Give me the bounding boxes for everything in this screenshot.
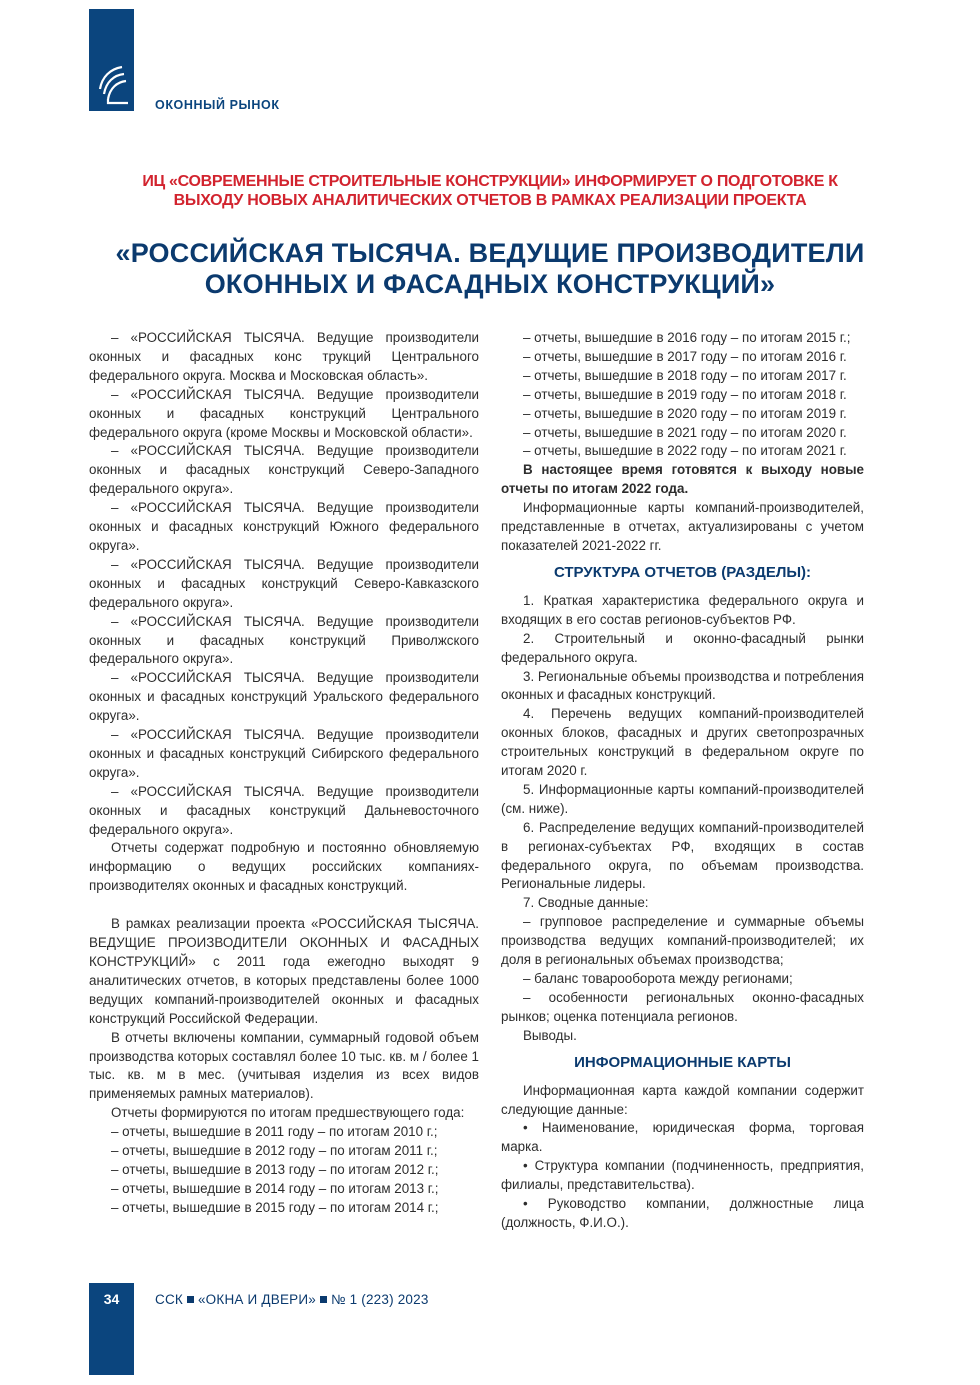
year-item: – отчеты, вышедшие в 2011 году – по итогам 2010 г.;	[111, 1124, 438, 1140]
cards-updated-paragraph: Информационные карты компаний-производителей, представленные в отчетах, актуализированы с учетом показателей 2021-2022 гг.	[501, 500, 864, 553]
article-subtitle	[100, 172, 880, 210]
year-item: – отчеты, вышедшие в 2020 году – по итогам 2019 г.	[523, 405, 847, 421]
structure-item: Выводы.	[523, 1027, 577, 1043]
structure-item: 7. Сводные данные:	[523, 895, 649, 911]
report-item: – «РОССИЙСКАЯ ТЫСЯЧА. Ведущие производители оконных и фасадных конс трукций Центрального федерального округа. Москва и Московская область».	[89, 330, 479, 383]
structure-item: – особенности региональных оконно-фасадных рынков; оценка потенциала регионов.	[501, 989, 864, 1024]
report-item: – «РОССИЙСКАЯ ТЫСЯЧА. Ведущие производители оконных и фасадных конструкций Центрального федерального округа (кроме Москвы и Московской области».	[89, 386, 479, 440]
footer-publisher: ССК	[155, 1292, 183, 1307]
formation-intro: Отчеты формируются по итогам предшествующего года:	[111, 1105, 465, 1121]
year-item: – отчеты, вышедшие в 2019 году – по итогам 2018 г.	[523, 386, 847, 402]
section-label: ОКОННЫЙ РЫНОК	[155, 98, 280, 112]
structure-item: 2. Строительный и оконно-фасадный рынки федерального округа.	[501, 630, 864, 665]
report-item: – «РОССИЙСКАЯ ТЫСЯЧА. Ведущие производители оконных и фасадных конструкций Дальневосточного федерального округа».	[89, 783, 479, 837]
year-item: – отчеты, вышедшие в 2022 году – по итогам 2021 г.	[523, 443, 847, 459]
structure-item: – баланс товарооборота между регионами;	[523, 971, 793, 986]
page-number: 34	[103, 1291, 120, 1307]
subtitle-line: ИЦ «СОВРЕМЕННЫЕ СТРОИТЕЛЬНЫЕ КОНСТРУКЦИИ» ИНФОРМИРУЕТ О ПОДГОТОВКЕ К	[142, 173, 838, 190]
year-item: – отчеты, вышедшие в 2018 году – по итогам 2017 г.	[523, 367, 847, 383]
year-item: – отчеты, вышедшие в 2012 году – по итогам 2011 г.;	[111, 1143, 438, 1159]
cards-item: • Наименование, юридическая форма, торговая марка.	[501, 1120, 864, 1155]
structure-item: 6. Распределение ведущих компаний-производителей в регионах-субъектах РФ, входящих в состав федерального округа, по объемам производства. Региональные лидеры.	[501, 819, 864, 892]
structure-item: 4. Перечень ведущих компаний-производителей оконных блоков, фасадных и других светопрозрачных строительных конструкций в федеральном округе по итогам 2020 г.	[501, 706, 864, 779]
year-item: – отчеты, вышедшие в 2016 году – по итогам 2015 г.;	[523, 330, 851, 345]
report-item: – «РОССИЙСКАЯ ТЫСЯЧА. Ведущие производители оконных и фасадных конструкций Северо-Западного федерального округа».	[89, 443, 479, 497]
structure-item: 1. Краткая характеристика федерального округа и входящих в его состав регионов-субъектов РФ.	[501, 592, 864, 627]
inclusion-paragraph: В отчеты включены компании, суммарный годовой объем производства которых составлял более 10 тыс. кв. м / более 1 тыс. кв. м в мес. (учитывая изделия из всех видов применяемых рамных материалов).	[89, 1029, 479, 1102]
square-bullet-icon	[187, 1296, 194, 1303]
window-frame-logo-icon	[94, 63, 130, 107]
report-item: – «РОССИЙСКАЯ ТЫСЯЧА. Ведущие производители оконных и фасадных конструкций Южного федерального округа».	[89, 500, 479, 553]
footer-publication	[155, 1292, 429, 1307]
year-item: – отчеты, вышедшие в 2017 году – по итогам 2016 г.	[523, 348, 847, 364]
summary-paragraph: Отчеты содержат подробную и постоянно обновляемую информацию о ведущих российских компаниях-производителях оконных и фасадных конструкций.	[89, 840, 479, 894]
title-line: «РОССИЙСКАЯ ТЫСЯЧА. ВЕДУЩИЕ ПРОИЗВОДИТЕЛИ	[115, 238, 865, 268]
project-paragraph: В рамках реализации проекта «РОССИЙСКАЯ ТЫСЯЧА. ВЕДУЩИЕ ПРОИЗВОДИТЕЛИ ОКОННЫХ И ФАСАДНЫХ КОНСТРУКЦИЙ» с 2011 года ежегодно выходят 9 аналитических отчетов, в которых представлены более 1000 ведущих компаний-производителей оконных и фасадных конструкций Российской Федерации.	[89, 916, 479, 1026]
cards-intro: Информационная карта каждой компании содержит следующие данные:	[501, 1082, 864, 1117]
subtitle-line: ВЫХОДУ НОВЫХ АНАЛИТИЧЕСКИХ ОТЧЕТОВ В РАМКАХ РЕАЛИЗАЦИИ ПРОЕКТА	[173, 192, 807, 209]
footer-magazine: «ОКНА И ДВЕРИ»	[197, 1292, 316, 1307]
year-item: – отчеты, вышедшие в 2021 году – по итогам 2020 г.	[523, 424, 847, 440]
structure-item: 5. Информационные карты компаний-производителей (см. ниже).	[501, 781, 864, 816]
year-item: – отчеты, вышедшие в 2015 году – по итогам 2014 г.;	[111, 1199, 439, 1215]
square-bullet-icon	[320, 1296, 327, 1303]
footer-issue: № 1 (223) 2023	[330, 1292, 429, 1307]
cards-heading: ИНФОРМАЦИОННЫЕ КАРТЫ	[574, 1053, 791, 1071]
announcement: В настоящее время готовятся к выходу новые отчеты по итогам 2022 года.	[501, 462, 864, 497]
cards-item: • Структура компании (подчиненность, предприятия, филиалы, представительства).	[501, 1158, 864, 1193]
report-item: – «РОССИЙСКАЯ ТЫСЯЧА. Ведущие производители оконных и фасадных конструкций Уральского федерального округа».	[89, 670, 479, 724]
right-column	[501, 329, 864, 1233]
left-column	[89, 329, 479, 1218]
report-item: – «РОССИЙСКАЯ ТЫСЯЧА. Ведущие производители оконных и фасадных конструкций Приволжского федерального округа».	[89, 613, 479, 667]
year-item: – отчеты, вышедшие в 2013 году – по итогам 2012 г.;	[111, 1161, 439, 1177]
structure-heading: СТРУКТУРА ОТЧЕТОВ (РАЗДЕЛЫ):	[553, 563, 812, 581]
year-item: – отчеты, вышедшие в 2014 году – по итогам 2013 г.;	[111, 1180, 439, 1196]
structure-item: 3. Региональные объемы производства и потребления оконных и фасадных конструкций.	[501, 668, 864, 703]
title-line: ОКОННЫХ И ФАСАДНЫХ КОНСТРУКЦИЙ»	[204, 269, 776, 299]
article-title	[100, 238, 880, 300]
report-item: – «РОССИЙСКАЯ ТЫСЯЧА. Ведущие производители оконных и фасадных конструкций Сибирского федерального округа».	[89, 727, 479, 780]
structure-item: – групповое распределение и суммарные объемы производства ведущих компаний-производителей; их доля в региональных объемах производства;	[501, 914, 864, 968]
cards-item: • Руководство компании, должностные лица (должность, Ф.И.О.).	[501, 1196, 864, 1230]
report-item: – «РОССИЙСКАЯ ТЫСЯЧА. Ведущие производители оконных и фасадных конструкций Северо-Кавказского федерального округа».	[89, 556, 479, 610]
